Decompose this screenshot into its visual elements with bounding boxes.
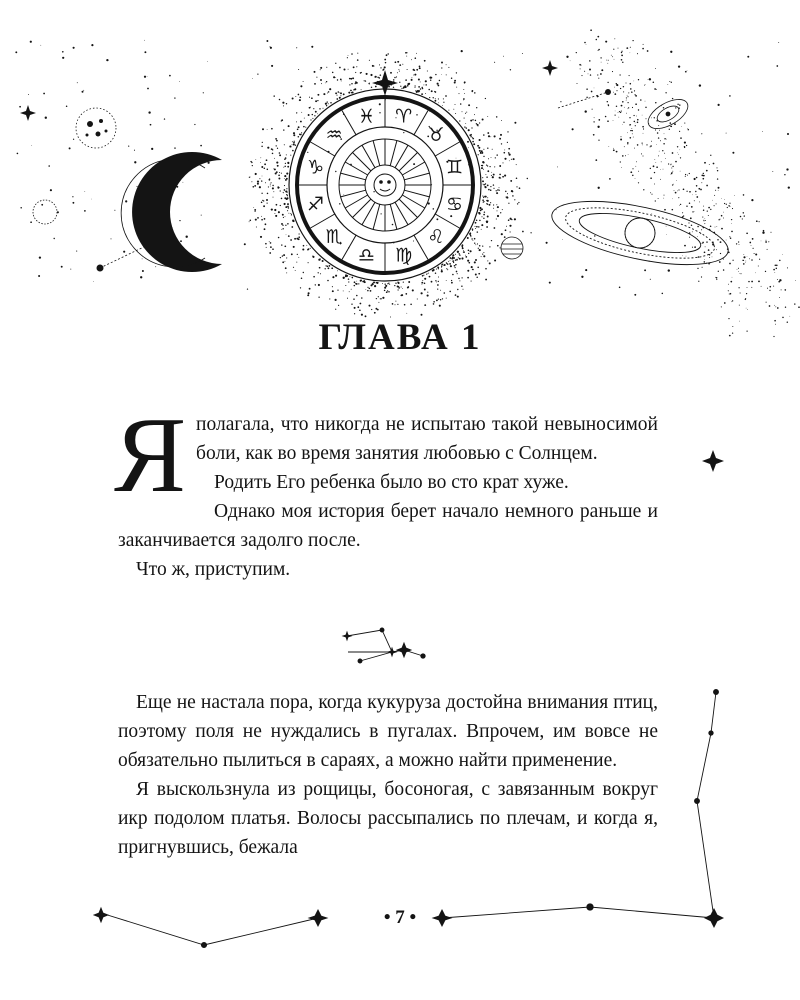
svg-text:♉: ♉ — [427, 124, 445, 147]
svg-text:♍: ♍ — [395, 244, 413, 267]
svg-text:♊: ♊ — [445, 156, 464, 179]
page-number: • 7 • — [383, 907, 417, 928]
paragraph-text: полагала, что никогда не испытаю такой невыносимой боли, как во время занятия любовью с Солнцем. — [196, 414, 658, 464]
paragraph: Что ж, приступим. — [136, 559, 291, 580]
svg-text:♌: ♌ — [427, 225, 445, 248]
svg-text:♋: ♋ — [445, 193, 464, 216]
galaxy-spiral-icon — [643, 93, 692, 134]
svg-text:♏: ♏ — [325, 225, 343, 248]
paragraph: Я выскользнула из рощицы, босоногая, с завязанным вокруг икр подолом платья. Волосы рассыпались по плечам, и когда я, пригнувшись, бежала — [118, 779, 658, 858]
svg-text:♈: ♈ — [395, 105, 413, 128]
crescent-moon-icon — [132, 152, 222, 272]
constellation-divider — [343, 628, 425, 663]
drop-cap: Я — [114, 396, 187, 515]
paragraph: Однако моя история берет начало немного раньше и заканчивается задолго после. — [118, 501, 658, 551]
chapter-opening-section — [114, 396, 658, 584]
header-stars — [20, 60, 558, 121]
ringed-planet-icon — [547, 189, 734, 277]
chapter-title: ГЛАВА 1 — [318, 317, 482, 358]
zodiac-wheel-icon — [289, 89, 481, 281]
striped-planet-icon — [501, 237, 523, 259]
svg-text:♒: ♒ — [325, 124, 343, 147]
svg-text:♐: ♐ — [306, 193, 325, 216]
svg-text:♎: ♎ — [357, 244, 375, 267]
svg-text:♑: ♑ — [306, 156, 325, 179]
paragraph: Еще не настала пора, когда кукуруза достойна внимания птиц, поэтому поля не нуждались в пугалах. Впрочем, им вовсе не обязательно пылиться в сараях, а можно найти применение. — [118, 692, 658, 771]
second-section — [118, 688, 658, 862]
paragraph: Родить Его ребенка было во сто крат хуже. — [214, 472, 569, 493]
dotted-planet-icon — [76, 108, 116, 148]
star-field — [15, 29, 799, 337]
svg-text:♓: ♓ — [357, 105, 375, 128]
celestial-header-illustration — [15, 29, 799, 337]
small-planet-icon — [33, 200, 57, 224]
sun-face-icon — [374, 174, 396, 196]
four-point-star-icon — [702, 450, 724, 472]
